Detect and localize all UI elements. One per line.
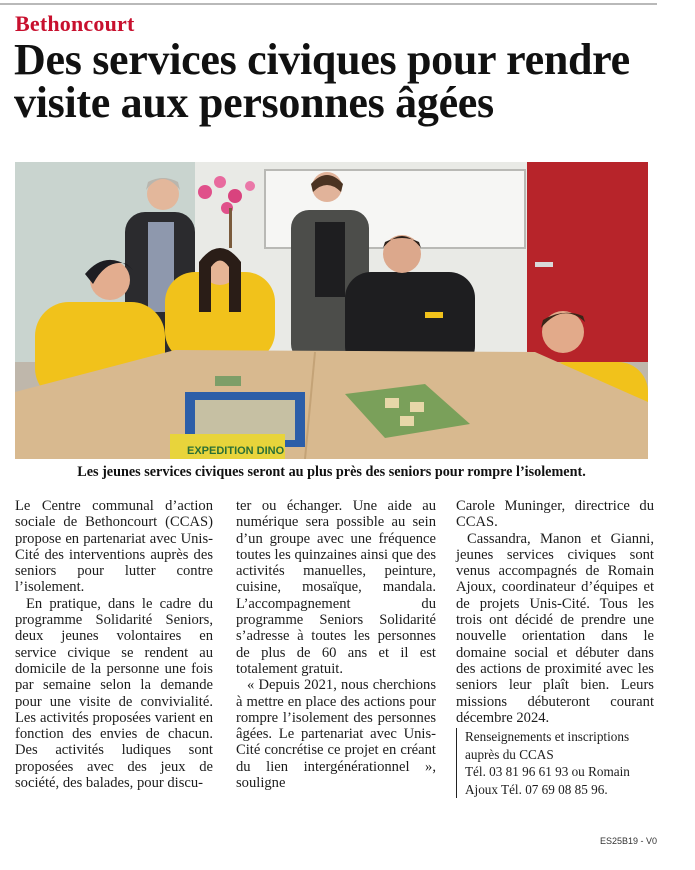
paragraph-quote: « Depuis 2021, nous cherchions à mettre en place des actions pour rompre l’isolement des personnes âgées. Le partenariat avec Unis-Cité concrétise ce projet en créant du lien intergénérationnel », souligne bbox=[236, 677, 436, 792]
photo-box-title: EXPEDITION DINO bbox=[187, 445, 285, 457]
paragraph: En pratique, dans le cadre du programme Solidarité Seniors, deux jeunes volontaires en service civique se rendent au domicile de la personne une fois par semaine selon la demande pour une visite de convivialité. Les activités proposées varient en fonction des envies de chacun. Des activités ludiques sont proposées avec des jeux de société, des balades, pour discu- bbox=[15, 595, 213, 792]
article-column-1 bbox=[15, 498, 213, 791]
info-line: auprès du CCAS bbox=[465, 746, 554, 762]
photo-caption: Les jeunes services civiques seront au plus près des seniors pour rompre l’isolement. bbox=[77, 464, 586, 480]
photo-cards bbox=[215, 376, 241, 386]
info-box bbox=[456, 728, 654, 798]
paragraph: Le Centre communal d’action sociale de Bethoncourt (CCAS) propose en partenariat avec Unis-Cité des interventions auprès des seniors pour lutter contre l’isolement. bbox=[15, 498, 213, 596]
top-rule bbox=[0, 3, 657, 5]
headline: Des services civiques pour rendre visite aux personnes âgées bbox=[14, 35, 630, 127]
paragraph: Carole Muninger, directrice du CCAS. bbox=[456, 498, 654, 531]
edition-code: ES25B19 - V0 bbox=[599, 836, 657, 846]
paragraph: Cassandra, Manon et Gianni, jeunes services civiques sont venus accompagnés de Romain Ajoux, coordinateur d’équipes et de projets Unis-Cité. Tous les trois ont décidé de prendre une nouvelle orientation dans le domaine social et débuter dans des actions de proximité avec les seniors leur plaît bien. Leurs missions débuteront courant décembre 2024. bbox=[456, 530, 654, 726]
article-photo bbox=[15, 162, 648, 459]
kicker-location: Bethoncourt bbox=[15, 11, 135, 36]
info-phone-line: Tél. 03 81 96 61 93 ou Romain bbox=[465, 764, 630, 780]
info-phone-line: Ajoux Tél. 07 69 08 85 96. bbox=[465, 781, 608, 797]
photo-door-handle bbox=[535, 262, 553, 267]
paragraph: ter ou échanger. Une aide au numérique sera possible au sein d’un groupe avec une fréquence toutes les quinzaines ainsi que des activités manuelles, peinture, cuisine, mosaïque, mandala. L’accompagnement du programme Seniors Solidarité s’adresse à toutes les personnes de plus de 60 ans et il est totalement gratuit. bbox=[236, 498, 436, 677]
info-line: Renseignements et inscriptions bbox=[465, 729, 630, 745]
article-column-3 bbox=[456, 498, 654, 798]
photo-red-door bbox=[527, 162, 648, 387]
article-column-2 bbox=[236, 498, 436, 791]
photo-illustration bbox=[15, 162, 648, 459]
